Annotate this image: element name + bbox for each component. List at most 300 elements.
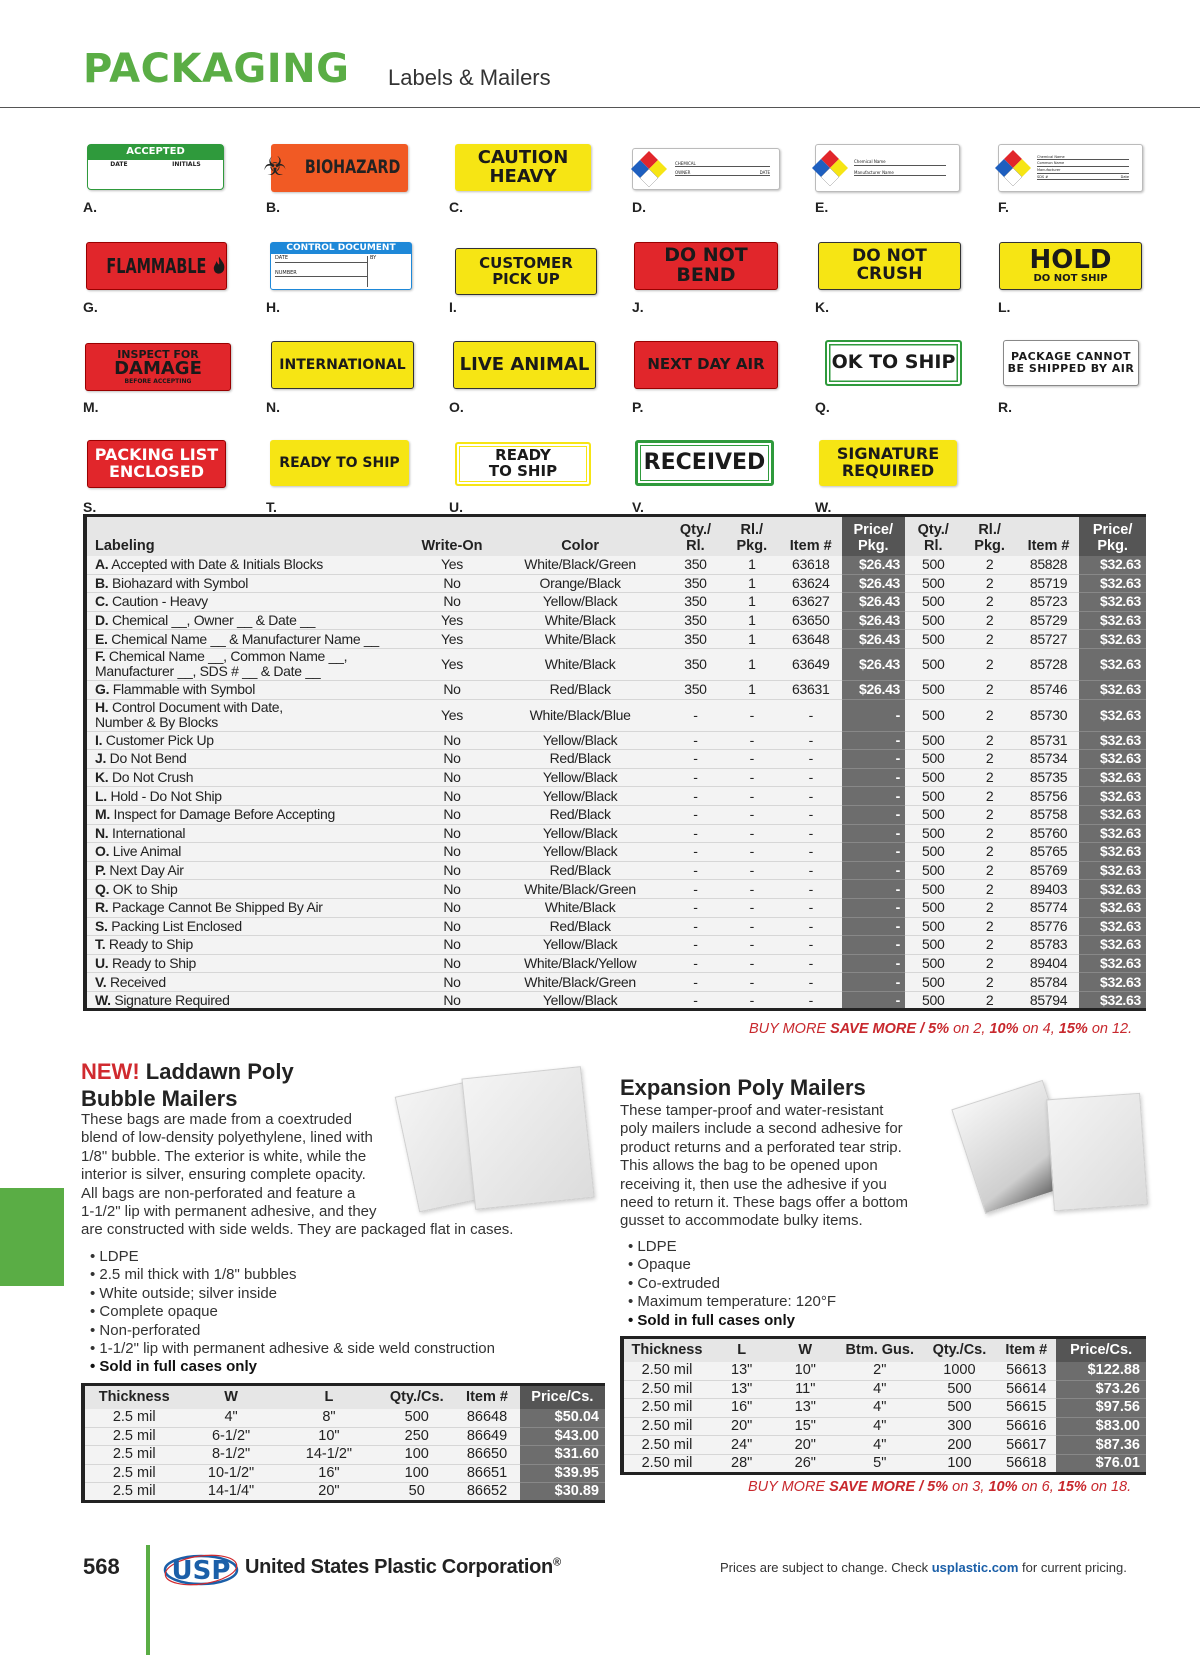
cell-write_on: No [411, 824, 493, 843]
expansion-promo [748, 1479, 1131, 1495]
cell-i2: 89403 [1018, 880, 1080, 899]
desc-line: 1-1/2" lip with permanent adhesive, and they [81, 1203, 377, 1221]
table-row [85, 843, 1146, 862]
cell-p1: $26.43 [842, 648, 906, 680]
table-row [85, 630, 1146, 649]
cell-p1: - [842, 805, 906, 824]
table-cell: 26" [773, 1454, 837, 1473]
col-header: Thickness [622, 1338, 710, 1362]
cell-r2: 2 [961, 991, 1017, 1010]
customer-pick-up-sticker [455, 248, 597, 295]
cell-p1: - [842, 824, 906, 843]
cell-r2: 2 [961, 750, 1017, 769]
cell-p1: - [842, 768, 906, 787]
table-cell: 20" [279, 1483, 379, 1502]
cell-i2: 85760 [1018, 824, 1080, 843]
table-cell: 10" [279, 1427, 379, 1446]
sticker-text: REQUIRED [841, 461, 935, 480]
labeling-cell [85, 768, 411, 787]
table-cell: $76.01 [1056, 1454, 1146, 1473]
table-cell: 8" [279, 1409, 379, 1428]
cell-r2: 2 [961, 630, 1017, 649]
label-letter: V. [632, 499, 644, 515]
sticker-text: NEXT DAY AIR [647, 355, 765, 374]
cell-p2: $32.63 [1079, 768, 1146, 787]
cell-color: White/Black [493, 630, 667, 649]
cell-p1: - [842, 861, 906, 880]
sticker-text: NUMBER [275, 271, 367, 277]
table-cell: 4" [837, 1399, 922, 1418]
table-cell: 20" [773, 1436, 837, 1455]
sticker-text: CRUSH [856, 264, 923, 284]
cell-color: Red/Black [493, 917, 667, 936]
col-header: L [710, 1338, 774, 1362]
table-cell: 4" [837, 1380, 922, 1399]
cell-i2: 85728 [1018, 648, 1080, 680]
cell-r1: - [724, 917, 780, 936]
cell-q2: 500 [905, 898, 961, 917]
label-h [266, 240, 441, 332]
cell-q1: - [667, 936, 723, 955]
website-link[interactable]: usplastic.com [931, 1560, 1019, 1575]
sticker-text: DO NOT [852, 246, 927, 267]
label-letter: K. [815, 299, 829, 315]
col-header: Item # [996, 1338, 1056, 1362]
caution-heavy-sticker [455, 144, 591, 191]
labeling-cell [85, 787, 411, 806]
cell-r1: 1 [724, 556, 780, 575]
cell-q2: 500 [905, 648, 961, 680]
promo-text: 10% [988, 1479, 1018, 1495]
cell-p2: $32.63 [1079, 574, 1146, 593]
promo-text: / [916, 1021, 929, 1037]
cell-write_on: No [411, 954, 493, 973]
cell-r2: 2 [961, 973, 1017, 992]
title-text: Laddawn Poly [139, 1059, 294, 1084]
cell-i1: - [780, 991, 842, 1010]
cell-write_on: Yes [411, 556, 493, 575]
feature-item: • 1-1/2" lip with permanent adhesive & side weld construction [90, 1340, 495, 1358]
col-header: Rl./ Pkg. [724, 516, 780, 556]
label-p [632, 340, 807, 432]
cell-q2: 500 [905, 768, 961, 787]
promo-text: on 4, [1018, 1021, 1059, 1037]
cell-r1: 1 [724, 574, 780, 593]
col-header: Item # [1018, 516, 1080, 556]
row-name: Chemical Name __ & Manufacturer Name __ [111, 630, 379, 647]
live-animal-sticker [453, 341, 596, 389]
logo-text: USP [171, 1556, 231, 1586]
cell-p1: $26.43 [842, 593, 906, 612]
label-l [998, 240, 1173, 332]
label-letter: U. [449, 499, 463, 515]
cell-q2: 500 [905, 861, 961, 880]
label-r [998, 340, 1173, 432]
promo-text: 15% [1057, 1479, 1087, 1495]
table-cell: 56618 [996, 1454, 1056, 1473]
desc-line: need to return it. These bags offer a bottom [620, 1194, 908, 1212]
table-cell: 250 [379, 1427, 454, 1446]
cell-p2: $32.63 [1079, 556, 1146, 575]
cell-write_on: No [411, 936, 493, 955]
labeling-cell [85, 680, 411, 699]
row-name: Do Not Bend [109, 750, 187, 767]
cell-p2: $32.63 [1079, 824, 1146, 843]
table-row [83, 1446, 605, 1465]
row-key: S. [95, 917, 108, 934]
chemical-manufacturer-sticker [815, 144, 960, 192]
cell-i2: 85765 [1018, 843, 1080, 862]
nfpa-diamond-icon [629, 149, 669, 189]
table-cell: 56616 [996, 1417, 1056, 1436]
table-row [85, 787, 1146, 806]
row-name: Control Document with Date, [112, 699, 283, 716]
cell-p1: $26.43 [842, 630, 906, 649]
ready-to-ship-yellow-sticker [270, 440, 409, 486]
label-letter: B. [266, 199, 280, 215]
cell-p2: $32.63 [1079, 973, 1146, 992]
cell-q1: 350 [667, 648, 723, 680]
company-text: United States Plastic Corporation [245, 1556, 553, 1578]
sticker-text: HEAVY [489, 165, 557, 187]
sticker-text: SIGNATURE [836, 444, 940, 464]
cell-r1: - [724, 843, 780, 862]
col-header: Item # [780, 516, 842, 556]
table-row [85, 556, 1146, 575]
row-key: Q. [95, 880, 110, 897]
label-letter: E. [815, 199, 829, 215]
sticker-text: OK TO SHIP [831, 351, 956, 374]
cell-q2: 500 [905, 880, 961, 899]
label-b [263, 140, 441, 232]
sticker-text: OWNER [675, 170, 691, 175]
cell-i1: - [780, 917, 842, 936]
sticker-text: DATE [110, 160, 128, 168]
row-name-cont: Manufacturer __, SDS # __ & Date __ [95, 663, 321, 680]
row-name: Ready to Ship [112, 954, 197, 971]
table-cell: 10" [773, 1362, 837, 1381]
next-day-air-sticker [634, 341, 778, 389]
table-row [85, 991, 1146, 1010]
sticker-text: ENCLOSED [108, 462, 205, 481]
expansion-mailers-table [620, 1336, 1146, 1475]
cell-r2: 2 [961, 936, 1017, 955]
labeling-cell [85, 611, 411, 630]
table-cell: 24" [710, 1436, 774, 1455]
cell-i2: 85794 [1018, 991, 1080, 1010]
cell-write_on: No [411, 680, 493, 699]
cell-r2: 2 [961, 699, 1017, 731]
cell-r1: - [724, 991, 780, 1010]
cell-write_on: No [411, 731, 493, 750]
registered-mark: ® [552, 1556, 561, 1569]
feature-item: • LDPE [628, 1238, 836, 1256]
international-sticker [271, 341, 414, 389]
cell-q2: 500 [905, 787, 961, 806]
table-cell: 4" [183, 1409, 278, 1428]
cell-r2: 2 [961, 611, 1017, 630]
table-cell: 2.50 mil [622, 1380, 710, 1399]
row-name: Caution - Heavy [112, 593, 208, 610]
promo-text: BUY MORE [749, 1021, 831, 1037]
cell-q1: - [667, 954, 723, 973]
label-letter: M. [83, 399, 99, 415]
cell-p2: $32.63 [1079, 843, 1146, 862]
promo-text: on 18. [1086, 1479, 1132, 1495]
sticker-text: DATE [759, 170, 770, 175]
row-name: Packing List Enclosed [111, 917, 242, 934]
table-cell: 8-1/2" [183, 1446, 278, 1465]
table-cell: 2.50 mil [622, 1454, 710, 1473]
cell-p2: $32.63 [1079, 861, 1146, 880]
title-text: Bubble Mailers [81, 1086, 238, 1111]
table-cell: 2.5 mil [83, 1427, 183, 1446]
feature-item: • Non-perforated [90, 1322, 495, 1340]
label-letter: A. [83, 199, 97, 215]
cell-color: Yellow/Black [493, 768, 667, 787]
cell-r1: - [724, 936, 780, 955]
table-cell: $30.89 [520, 1483, 605, 1502]
expansion-mailers-title: Expansion Poly Mailers [620, 1075, 866, 1100]
row-key: H. [95, 699, 109, 716]
table-row [83, 1464, 605, 1483]
cell-p1: - [842, 750, 906, 769]
expansion-mailers-description [620, 1102, 940, 1231]
cell-r2: 2 [961, 680, 1017, 699]
table-row [622, 1399, 1146, 1418]
cell-i2: 85758 [1018, 805, 1080, 824]
new-badge: NEW! [81, 1059, 140, 1084]
table-cell: 10-1/2" [183, 1464, 278, 1483]
cell-i1: - [780, 936, 842, 955]
label-letter: P. [632, 399, 644, 415]
cell-i2: 85719 [1018, 574, 1080, 593]
sticker-text: INSPECT FOR [117, 347, 199, 361]
table-cell: 2.50 mil [622, 1417, 710, 1436]
cell-r2: 2 [961, 917, 1017, 936]
sticker-text: Manufacturer Name [854, 171, 946, 176]
cell-write_on: No [411, 898, 493, 917]
cell-q1: - [667, 824, 723, 843]
cell-r1: - [724, 805, 780, 824]
table-cell: 2.5 mil [83, 1483, 183, 1502]
cell-q2: 500 [905, 556, 961, 575]
cell-write_on: No [411, 973, 493, 992]
labels-promo [749, 1021, 1132, 1037]
table-cell: 13" [773, 1399, 837, 1418]
label-m [83, 340, 258, 432]
cell-q2: 500 [905, 574, 961, 593]
cell-p2: $32.63 [1079, 898, 1146, 917]
cell-i1: - [780, 731, 842, 750]
cell-q1: 350 [667, 630, 723, 649]
table-row [83, 1409, 605, 1428]
row-key: G. [95, 681, 110, 698]
table-row [85, 805, 1146, 824]
table-row [622, 1436, 1146, 1455]
cell-r1: 1 [724, 680, 780, 699]
feature-item: • Co-extruded [628, 1275, 836, 1293]
cell-q2: 500 [905, 843, 961, 862]
cell-q1: 350 [667, 611, 723, 630]
desc-line: poly mailers include a second adhesive for [620, 1120, 903, 1138]
promo-text: 5% [927, 1479, 949, 1495]
cell-r2: 2 [961, 648, 1017, 680]
desc-line: interior is silver, ensuring complete opacity. [81, 1166, 366, 1184]
table-cell: 200 [923, 1436, 997, 1455]
row-key: W. [95, 991, 111, 1008]
row-key: V. [95, 973, 107, 990]
table-row [85, 593, 1146, 612]
cell-i1: 63631 [780, 680, 842, 699]
cell-write_on: No [411, 880, 493, 899]
hold-sticker [999, 242, 1142, 290]
label-j [632, 240, 807, 332]
row-name: Do Not Crush [112, 769, 194, 786]
cell-p2: $32.63 [1079, 991, 1146, 1010]
cell-r2: 2 [961, 805, 1017, 824]
section-title: PACKAGING [83, 46, 350, 92]
table-cell: 86652 [454, 1483, 519, 1502]
cell-p2: $32.63 [1079, 917, 1146, 936]
col-header: L [279, 1385, 379, 1409]
sticker-text: DATE [275, 256, 367, 262]
labeling-cell [85, 593, 411, 612]
pricing-disclaimer [720, 1560, 1127, 1575]
cell-p2: $32.63 [1079, 593, 1146, 612]
flammable-sticker [86, 242, 227, 290]
table-cell: 300 [923, 1417, 997, 1436]
desc-line: gusset to accommodate bulky items. [620, 1212, 863, 1230]
ready-to-ship-white-sticker [455, 442, 591, 486]
table-cell: 2.50 mil [622, 1362, 710, 1381]
cell-p1: - [842, 880, 906, 899]
table-cell: $83.00 [1056, 1417, 1146, 1436]
label-e [815, 140, 990, 232]
row-name: Package Cannot Be Shipped By Air [112, 899, 323, 916]
table-cell: 86649 [454, 1427, 519, 1446]
table-cell: 86651 [454, 1464, 519, 1483]
promo-text: / [915, 1479, 928, 1495]
table-cell: 5" [837, 1454, 922, 1473]
label-letter: W. [815, 499, 832, 515]
promo-text: 5% [928, 1021, 950, 1037]
table-cell: 11" [773, 1380, 837, 1399]
cell-q2: 500 [905, 593, 961, 612]
desc-line: blend of low-density polyethylene, lined with [81, 1129, 373, 1147]
cell-i1: - [780, 824, 842, 843]
cell-r2: 2 [961, 880, 1017, 899]
cell-color: Red/Black [493, 805, 667, 824]
table-row [85, 574, 1146, 593]
cell-color: Yellow/Black [493, 731, 667, 750]
disclaimer-text: Prices are subject to change. Check [720, 1560, 932, 1575]
cell-r2: 2 [961, 787, 1017, 806]
table-row [85, 648, 1146, 680]
cell-p1: - [842, 973, 906, 992]
label-letter: O. [449, 399, 464, 415]
sticker-text: CUSTOMER [479, 253, 573, 272]
table-cell: 86648 [454, 1409, 519, 1428]
company-name [245, 1556, 561, 1579]
cell-i1: - [780, 768, 842, 787]
page-header [0, 0, 1200, 108]
feature-item: • White outside; silver inside [90, 1285, 495, 1303]
label-letter: J. [632, 299, 644, 315]
table-header-row [83, 1385, 605, 1409]
cell-i1: - [780, 861, 842, 880]
label-o [449, 340, 624, 432]
cell-p2: $32.63 [1079, 680, 1146, 699]
table-row [85, 768, 1146, 787]
expansion-mailer-image [960, 1082, 1150, 1212]
cell-p1: - [842, 954, 906, 973]
sticker-text: ACCEPTED [88, 145, 223, 160]
table-cell: $43.00 [520, 1427, 605, 1446]
sticker-text: BEND [676, 264, 736, 286]
table-header-row [85, 516, 1146, 556]
sticker-text: READY [495, 446, 551, 465]
labeling-cell [85, 574, 411, 593]
cell-p2: $32.63 [1079, 805, 1146, 824]
sticker-text: RECEIVED [643, 450, 766, 476]
col-header: Thickness [83, 1385, 183, 1409]
cell-color: White/Black [493, 648, 667, 680]
cell-p1: - [842, 699, 906, 731]
cell-i2: 85735 [1018, 768, 1080, 787]
cell-color: Yellow/Black [493, 991, 667, 1010]
cell-r1: - [724, 898, 780, 917]
do-not-bend-sticker [634, 242, 778, 290]
sticker-text: DAMAGE [114, 358, 202, 380]
cell-r1: - [724, 768, 780, 787]
label-g [83, 240, 258, 332]
table-row [85, 973, 1146, 992]
table-cell: 4" [837, 1417, 922, 1436]
desc-line: These bags are made from a coextruded [81, 1111, 352, 1128]
cell-r1: 1 [724, 648, 780, 680]
bubble-mailers-title [81, 1058, 294, 1112]
cell-q1: - [667, 991, 723, 1010]
cell-color: Orange/Black [493, 574, 667, 593]
cell-i2: 85769 [1018, 861, 1080, 880]
sticker-text: BE SHIPPED BY AIR [1007, 362, 1135, 375]
cell-i2: 85774 [1018, 898, 1080, 917]
table-cell: 15" [773, 1417, 837, 1436]
label-letter: I. [449, 299, 457, 315]
cell-r1: - [724, 750, 780, 769]
col-header: Price/ Pkg. [1079, 516, 1146, 556]
table-row [622, 1417, 1146, 1436]
cell-r2: 2 [961, 898, 1017, 917]
row-name: Next Day Air [109, 862, 184, 879]
label-letter: R. [998, 399, 1012, 415]
labeling-cell [85, 936, 411, 955]
cell-i2: 85729 [1018, 611, 1080, 630]
cell-write_on: Yes [411, 630, 493, 649]
cell-i1: 63627 [780, 593, 842, 612]
sticker-text: DO NOT [664, 244, 748, 267]
cell-color: White/Black [493, 611, 667, 630]
cell-i2: 85730 [1018, 699, 1080, 731]
cell-color: Red/Black [493, 861, 667, 880]
sticker-text: FLAMMABLE [106, 253, 207, 278]
table-cell: 56617 [996, 1436, 1056, 1455]
cell-q1: - [667, 973, 723, 992]
nfpa-diamond-icon [993, 148, 1033, 188]
sticker-text: PACKING LIST [94, 445, 219, 465]
labeling-cell [85, 699, 411, 731]
